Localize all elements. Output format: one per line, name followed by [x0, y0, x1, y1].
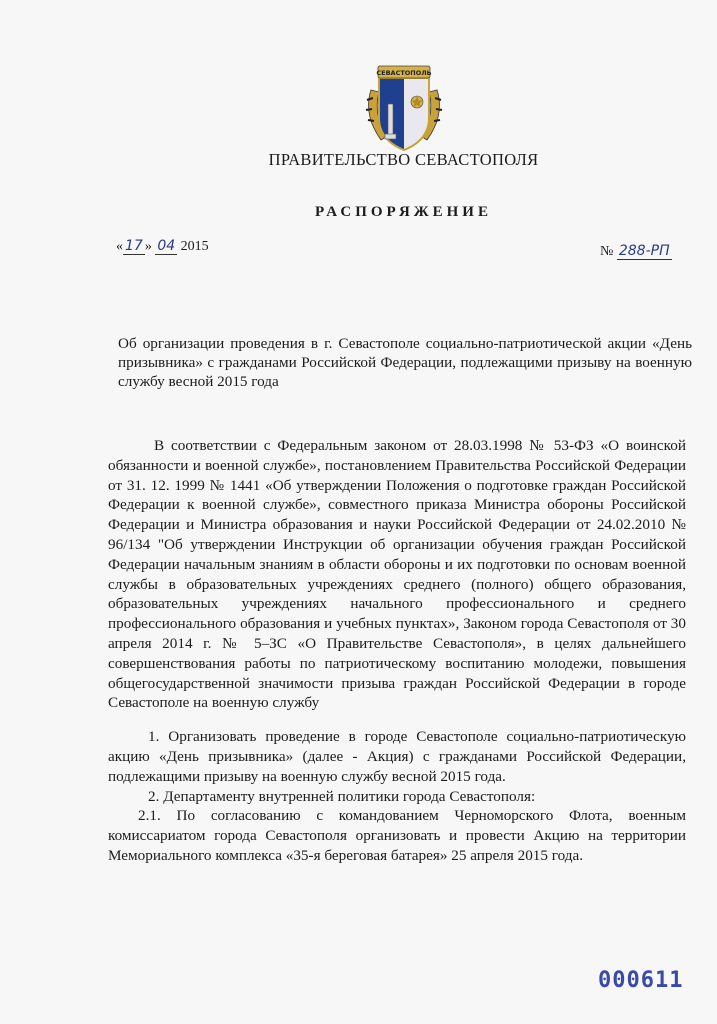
item-2-paragraph: 2. Департаменту внутренней политики города Севастополя:: [148, 787, 536, 805]
date-month: 04: [157, 238, 176, 254]
date-year: 2015: [180, 239, 209, 254]
document-number: [600, 243, 672, 260]
preamble-paragraph: В соответствии с Федеральным законом от 28.03.1998 № 53-ФЗ «О воинской обязанности и военной службе», постановлением Правительства Российской Федерации от 31. 12. 1999 № 1441 «Об утверждении Положения о подготовке граждан Российской Федерации к военной службе», совместного приказа Министра обороны Российской Федерации и Министра образования и науки Российской Федерации от 24.02.2010 № 96/134 "Об утверждении Инструкции об организации обучения граждан Российской Федерации начальным знаниям в области обороны и их подготовки по основам военной службы в образовательных учреждениях среднего (полного) общего образования, образовательных учреждениях начального профессионального и среднего профессионального образования и учебных пунктах», Законом города Севастополя от 30 апреля 2014 г. № 5–ЗС «О Правительстве Севастополя», в целях дальнейшего совершенствования работы по патриотическому воспитанию молодежи, повышения общегосударственной значимости призыва граждан Российской Федерации в городе Севастополе на военную службу: [108, 437, 686, 712]
government-title: ПРАВИТЕЛЬСТВО СЕВАСТОПОЛЯ: [268, 150, 539, 169]
sevastopol-coat-of-arms-icon: [361, 60, 447, 156]
number-value: 288-РП: [618, 243, 670, 259]
document-type-heading: РАСПОРЯЖЕНИЕ: [315, 204, 492, 220]
document-date: [116, 238, 209, 255]
item-2-1-paragraph: 2.1. По согласованию с командованием Черноморского Флота, военным комиссариатом города Севастополя организовать и провести Акцию на территории Мемориального комплекса «35-я береговая батарея» 25 апреля 2015 года.: [108, 807, 686, 864]
document-body: [108, 436, 686, 866]
date-day: 17: [125, 238, 143, 254]
serial-number-stamp: 000611: [598, 968, 684, 993]
document-subject: Об организации проведения в г. Севастополе социально-патриотической акции «День призывника» с гражданами Российской Федерации, подлежащими призыву на военную службу весной 2015 года: [118, 335, 692, 390]
item-1-paragraph: 1. Организовать проведение в городе Севастополе социально-патриотическую акцию «День призывника» (далее - Акция) с гражданами Российской Федерации, подлежащими призыву на военную службу весной 2015 года.: [108, 728, 686, 785]
date-close-quote: »: [144, 239, 152, 254]
date-open-quote: «: [116, 239, 123, 254]
svg-text:СЕВАСТОПОЛЬ: СЕВАСТОПОЛЬ: [376, 69, 432, 77]
number-prefix: №: [600, 244, 614, 259]
